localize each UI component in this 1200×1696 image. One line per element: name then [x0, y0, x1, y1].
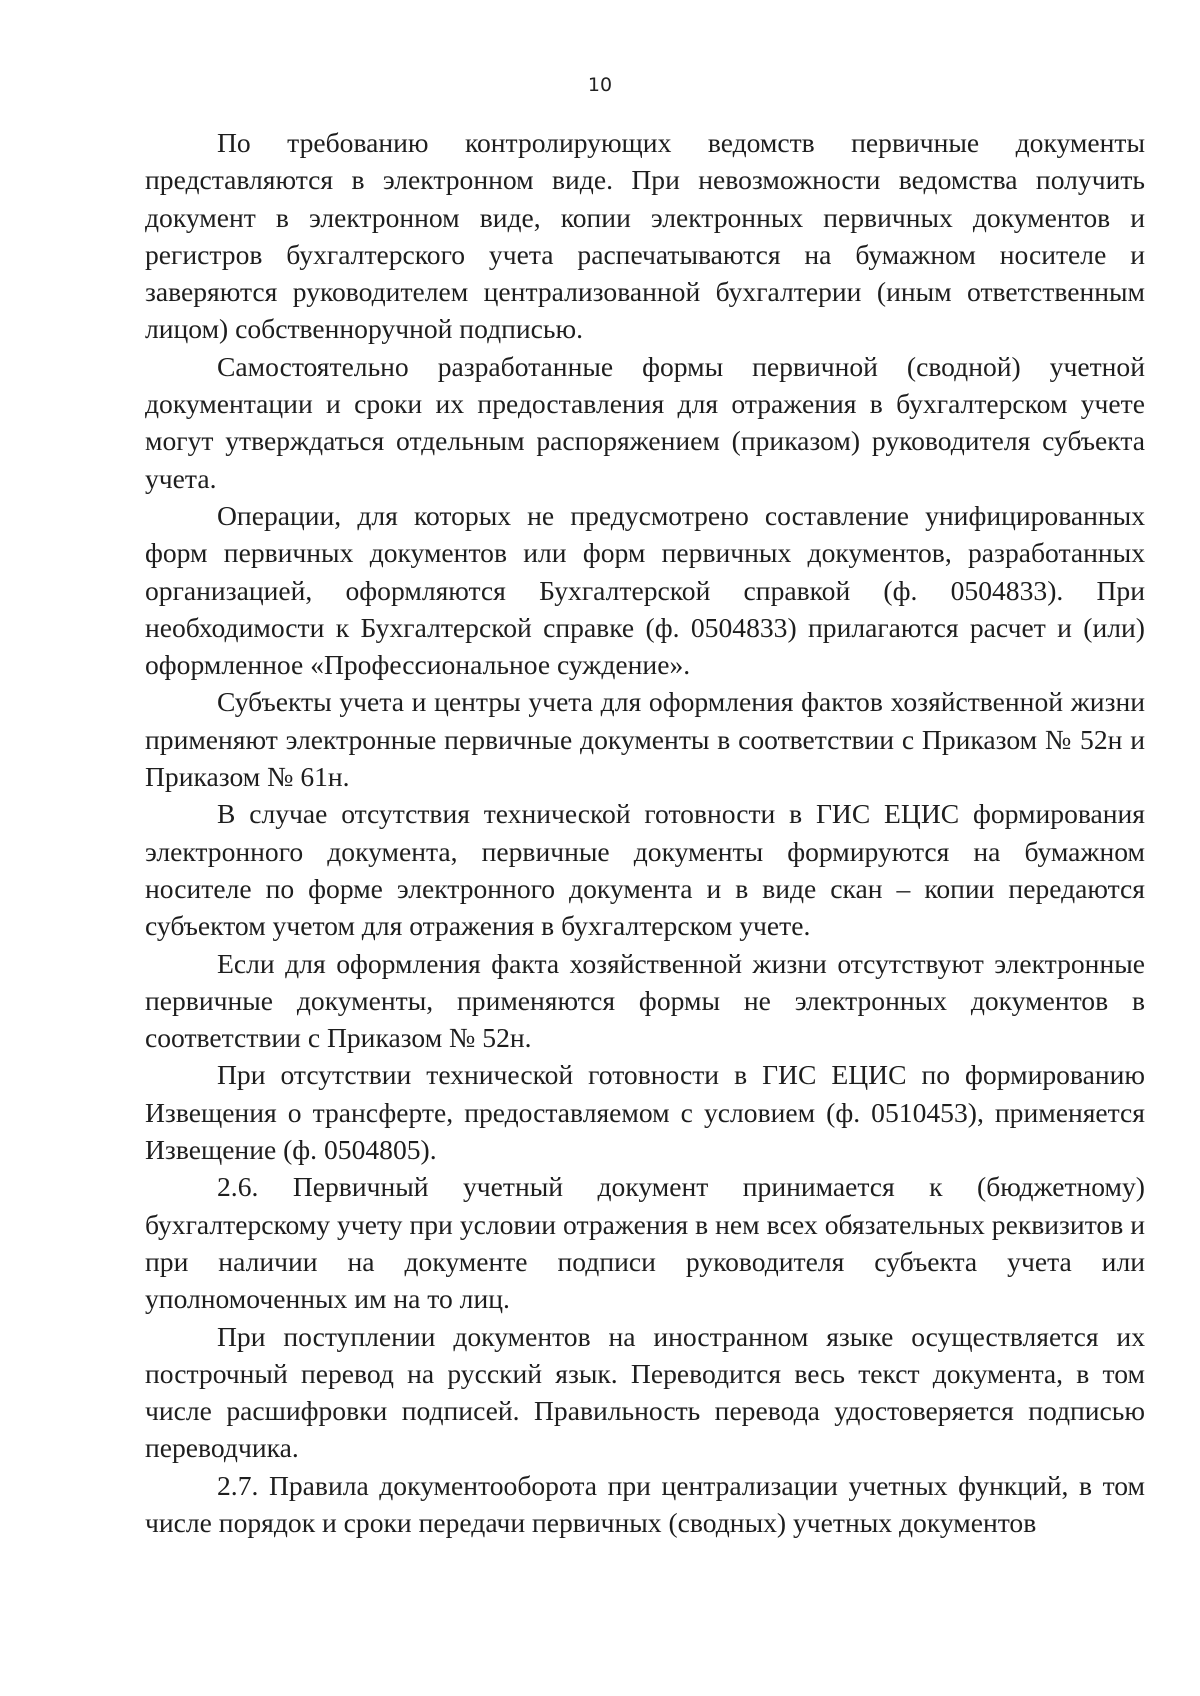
paragraph-accounting-certificate: Операции, для которых не предусмотрено составление унифицированных форм первичных документов или форм первичных документов, разработанных организацией, оформляются Бухгалтерской справкой (ф. 0504833). При необходимости к Бухгалтерской справке (ф. 0504833) прилагаются расчет и (или) оформленное «Профессиональное суждение». — [145, 499, 1145, 681]
paragraph-foreign-language: При поступлении документов на иностранном языке осуществляется их построчный перевод на русский язык. Переводится весь текст документа, в том числе расшифровки подписей. Правильность перевода удостоверяется подписью переводчика. — [145, 1320, 1145, 1464]
paragraph-electronic-primary-docs: Субъекты учета и центры учета для оформления фактов хозяйственной жизни применяют электронные первичные документы в соответствии с Приказом № 52н и Приказом № 61н. — [145, 686, 1145, 793]
paragraph-transfer-notice: При отсутствии технической готовности в ГИС ЕЦИС по формированию Извещения о трансферте, предоставляемом с условием (ф. 0510453), применяется Извещение (ф. 0504805). — [145, 1059, 1145, 1166]
paragraph-electronic-form: По требованию контролирующих ведомств первичные документы представляются в электронном виде. При невозможности ведомства получить документ в электронном виде, копии электронных первичных документов и регистров бухгалтерского учета распечатываются на бумажном носителе и заверяются руководителем централизованной бухгалтерии (иным ответственным лицом) собственноручной подписью. — [145, 127, 1145, 345]
paragraph-section-2-6: 2.6. Первичный учетный документ принимается к (бюджетному) бухгалтерскому учету при условии отражения в нем всех обязательных реквизитов и при наличии на документе подписи руководителя субъекта учета или уполномоченных им на то лиц. — [145, 1171, 1145, 1315]
document-body — [145, 124, 1145, 1541]
paragraph-gis-readiness: В случае отсутствия технической готовности в ГИС ЕЦИС формирования электронного документа, первичные документы формируются на бумажном носителе по форме электронного документа и в виде скан – копии передаются субъектом учетом для отражения в бухгалтерском учете. — [145, 798, 1145, 942]
paragraph-section-2-7: 2.7. Правила документооборота при централизации учетных функций, в том числе порядок и сроки передачи первичных (сводных) учетных документов — [145, 1469, 1145, 1538]
paragraph-custom-forms: Самостоятельно разработанные формы первичной (сводной) учетной документации и сроки их предоставления для отражения в бухгалтерском учете могут утверждаться отдельным распоряжением (приказом) руководителя субъекта учета. — [145, 350, 1145, 494]
paragraph-non-electronic-forms: Если для оформления факта хозяйственной жизни отсутствуют электронные первичные документы, применяются формы не электронных документов в соответствии с Приказом № 52н. — [145, 947, 1145, 1054]
page-number: 10 — [587, 74, 613, 96]
